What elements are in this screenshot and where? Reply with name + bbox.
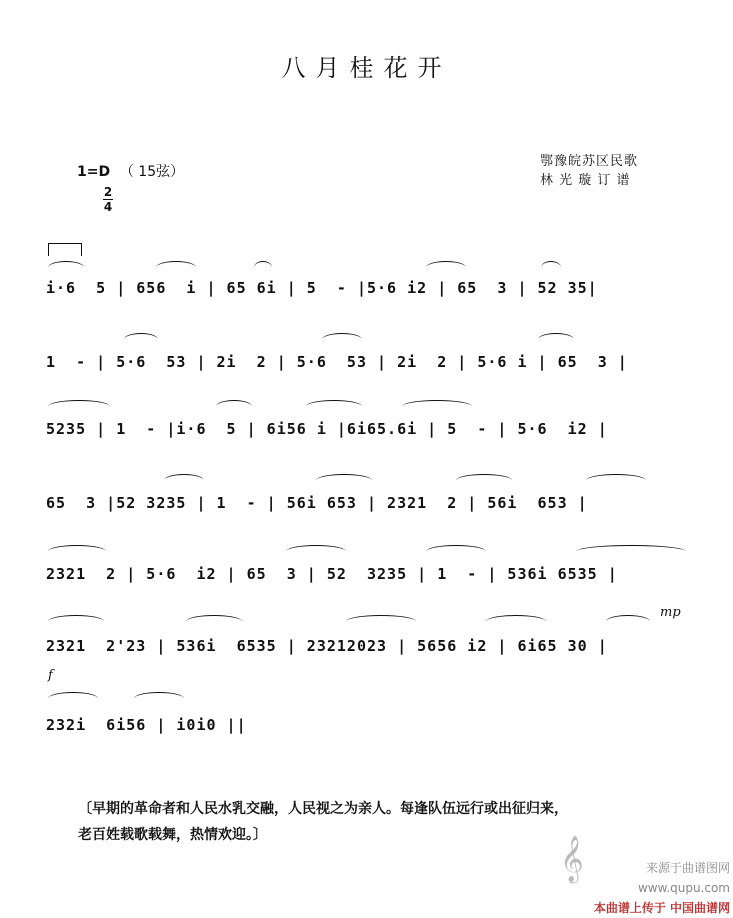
footer-upload: 本曲谱上传于 中国曲谱网	[593, 901, 730, 915]
credits	[540, 152, 638, 190]
slur	[322, 333, 362, 346]
string-count: （ 15弦）	[119, 164, 185, 180]
slur	[426, 261, 466, 274]
dynamic-f: f	[48, 668, 53, 683]
slur	[164, 474, 204, 487]
notes: 5235 | 1 - |i·6 5 | 6i56 i |6i65.6i | 5 - | 5·6 i2 |	[46, 420, 608, 438]
slur	[576, 545, 686, 558]
notation-line-2	[46, 329, 696, 379]
notes: 65 3 |52 3235 | 1 - | 56i 653 | 2321 2 | 56i 653 |	[46, 494, 588, 512]
slur	[156, 261, 196, 274]
slur	[48, 261, 84, 274]
footer	[560, 858, 730, 918]
slur	[286, 545, 346, 558]
notes: 2321 2 | 5·6 i2 | 65 3 | 52 3235 | 1 - | 536i 6535 |	[46, 565, 618, 583]
slur	[216, 400, 252, 413]
slur	[186, 615, 242, 628]
slur	[541, 261, 561, 274]
notation-line-7	[46, 668, 696, 742]
slur	[586, 474, 646, 487]
note-line-2: 老百姓载歌载舞，热情欢迎。〕	[78, 827, 267, 843]
slur	[456, 474, 512, 487]
page-title: 八月桂花开	[281, 54, 452, 82]
note-line-1: 〔早期的革命者和人民水乳交融，人民视之为亲人。每逢队伍远行或出征归来，	[78, 801, 568, 817]
dynamic-mp: mp	[660, 605, 681, 620]
slur	[124, 333, 158, 346]
slur	[48, 615, 104, 628]
time-bottom: 4	[103, 200, 113, 214]
notes: 232i 6i56 | i0i0 ||	[46, 716, 247, 734]
slur	[486, 615, 546, 628]
footer-source: 来源于曲谱图网	[645, 861, 730, 875]
slur	[48, 400, 110, 413]
slur	[346, 615, 416, 628]
time-signature	[103, 186, 113, 213]
notation-line-1	[46, 255, 696, 305]
time-top: 2	[103, 185, 113, 199]
annotation-note	[78, 796, 698, 848]
notation-line-6	[46, 605, 696, 663]
key-value: 1=D	[77, 164, 111, 180]
slur	[316, 474, 372, 487]
slur	[402, 400, 472, 413]
slur	[48, 692, 98, 705]
slur	[48, 545, 106, 558]
notation-line-4	[46, 470, 696, 520]
slur	[606, 615, 650, 628]
song-origin: 鄂豫皖苏区民歌	[540, 154, 639, 169]
key-signature	[77, 161, 184, 181]
notation-line-5	[46, 541, 696, 591]
slur	[306, 400, 362, 413]
score-editor: 林 光 璇 订 谱	[540, 173, 631, 188]
slur	[254, 261, 272, 274]
notes: 2321 2'23 | 536i 6535 | 23212023 | 5656 i2 | 6i65 30 |	[46, 637, 608, 655]
notes: i·6 5 | 656 i | 65 6i | 5 - |5·6 i2 | 65 3 | 52 35|	[46, 279, 598, 297]
slur	[538, 333, 574, 346]
treble-clef-icon: 𝄞	[560, 836, 584, 882]
slur	[134, 692, 184, 705]
notes: 1 - | 5·6 53 | 2i 2 | 5·6 53 | 2i 2 | 5·6 i | 65 3 |	[46, 353, 628, 371]
notation-line-3	[46, 396, 696, 446]
slur	[426, 545, 486, 558]
footer-url: www.qupu.com	[637, 881, 730, 895]
